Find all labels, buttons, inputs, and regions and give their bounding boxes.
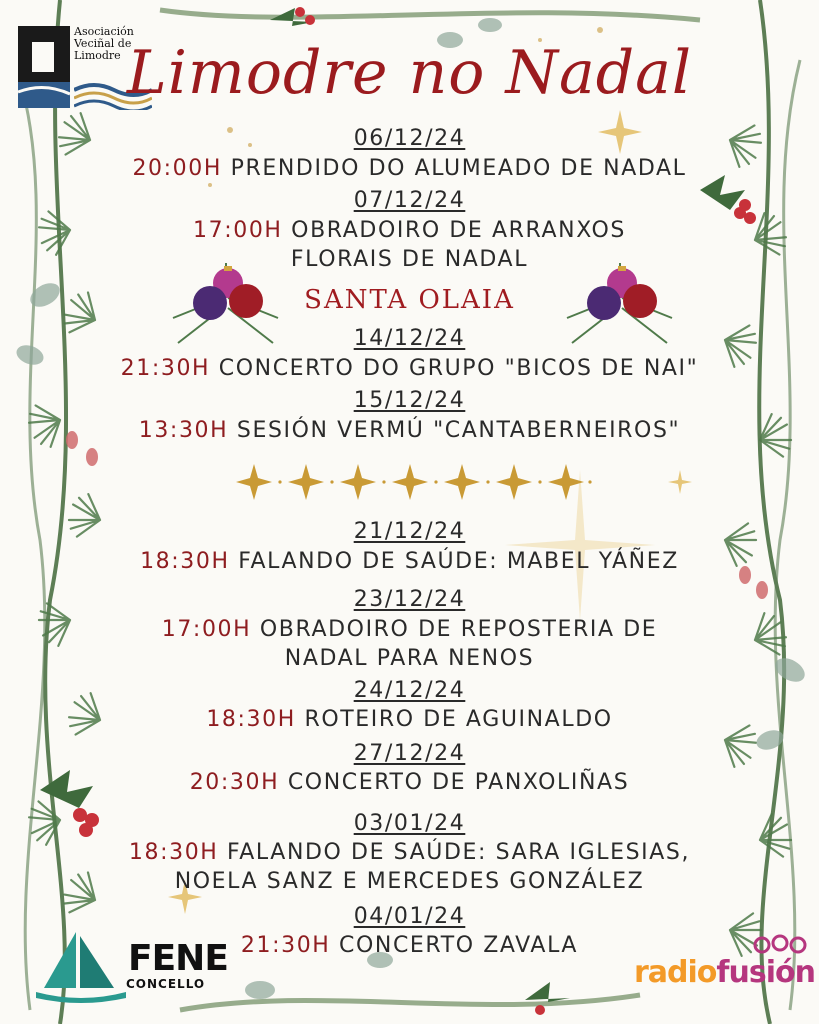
event-date-text: 03/01/24 xyxy=(353,811,466,836)
event-time: 20:00H xyxy=(132,156,222,181)
event-date-text: 04/01/24 xyxy=(353,904,466,929)
event-text: FALANDO DE SAÚDE: MABEL YÁÑEZ xyxy=(238,549,679,574)
association-name-line-3: Limodre xyxy=(74,49,121,62)
event-date xyxy=(0,388,819,413)
event-date-text: 14/12/24 xyxy=(353,326,466,351)
star-icon xyxy=(496,464,532,500)
bubbles-icon xyxy=(752,933,812,955)
event-date-text: 24/12/24 xyxy=(353,678,466,703)
event-time: 20:30H xyxy=(189,770,280,795)
event-date-text: 27/12/24 xyxy=(353,741,466,766)
star-icon xyxy=(444,464,480,500)
event-date xyxy=(0,904,819,929)
event-text: NADAL PARA NENOS xyxy=(284,646,535,671)
event-date-text: 21/12/24 xyxy=(353,519,466,544)
event-time: 21:30H xyxy=(120,356,211,381)
event-date xyxy=(0,519,819,544)
association-name-line-2: Veciñal de xyxy=(74,37,132,50)
star-icon xyxy=(392,464,428,500)
event-line xyxy=(0,356,819,381)
event-time: 18:30H xyxy=(140,549,230,574)
event-date xyxy=(0,326,819,351)
event-text: PRENDIDO DO ALUMEADO DE NADAL xyxy=(230,156,687,181)
event-line xyxy=(0,218,819,243)
fene-word: FENE xyxy=(128,938,228,979)
association-name-line-1: Asociación xyxy=(74,25,134,38)
fene-logo xyxy=(36,930,228,1005)
star-divider xyxy=(236,462,596,502)
event-text: FLORAIS DE NADAL xyxy=(290,247,529,272)
star-icon xyxy=(548,464,584,500)
page-title: Limodre no Nadal xyxy=(126,38,693,108)
event-text: CONCERTO DE PANXOLIÑAS xyxy=(287,770,630,795)
event-line xyxy=(0,247,819,272)
star-icon xyxy=(236,464,272,500)
event-line xyxy=(0,549,819,574)
event-text: SESIÓN VERMÚ "CANTABERNEIROS" xyxy=(236,418,681,443)
event-date xyxy=(0,587,819,612)
event-date-text: 07/12/24 xyxy=(353,188,466,213)
event-date xyxy=(0,188,819,213)
event-line xyxy=(0,770,819,795)
star-icon xyxy=(340,464,376,500)
event-line xyxy=(0,418,819,443)
event-time: 13:30H xyxy=(138,418,229,443)
section-title: SANTA OLAIA xyxy=(304,285,515,315)
event-line xyxy=(0,840,819,865)
event-text: CONCERTO ZAVALA xyxy=(339,933,579,958)
radio-word: radio xyxy=(634,955,717,990)
fusion-word: fusión xyxy=(716,955,815,990)
event-line xyxy=(0,617,819,642)
event-time: 18:30H xyxy=(206,707,296,732)
event-date-text: 06/12/24 xyxy=(353,126,466,151)
event-text: OBRADOIRO DE REPOSTERIA DE xyxy=(259,617,658,642)
event-time: 18:30H xyxy=(128,840,219,865)
event-time: 17:00H xyxy=(193,218,283,243)
sail-icon xyxy=(36,930,126,1005)
event-text: CONCERTO DO GRUPO "BICOS DE NAI" xyxy=(218,356,699,381)
event-line xyxy=(0,869,819,894)
event-text: ROTEIRO DE AGUINALDO xyxy=(304,707,613,732)
event-date xyxy=(0,741,819,766)
event-time: 21:30H xyxy=(240,933,331,958)
event-line xyxy=(0,646,819,671)
event-date-text: 23/12/24 xyxy=(353,587,466,612)
event-text: FALANDO DE SAÚDE: SARA IGLESIAS, xyxy=(227,840,691,865)
star-icon xyxy=(288,464,324,500)
radiofusion-logo xyxy=(634,955,815,990)
event-line xyxy=(0,707,819,732)
event-time: 17:00H xyxy=(161,617,252,642)
event-date xyxy=(0,811,819,836)
event-text: NOELA SANZ E MERCEDES GONZÁLEZ xyxy=(174,869,645,894)
event-line xyxy=(0,156,819,181)
event-date xyxy=(0,678,819,703)
fene-subtitle: CONCELLO xyxy=(126,977,206,991)
event-date-text: 15/12/24 xyxy=(353,388,466,413)
event-text: OBRADOIRO DE ARRANXOS xyxy=(291,218,626,243)
event-date xyxy=(0,126,819,151)
